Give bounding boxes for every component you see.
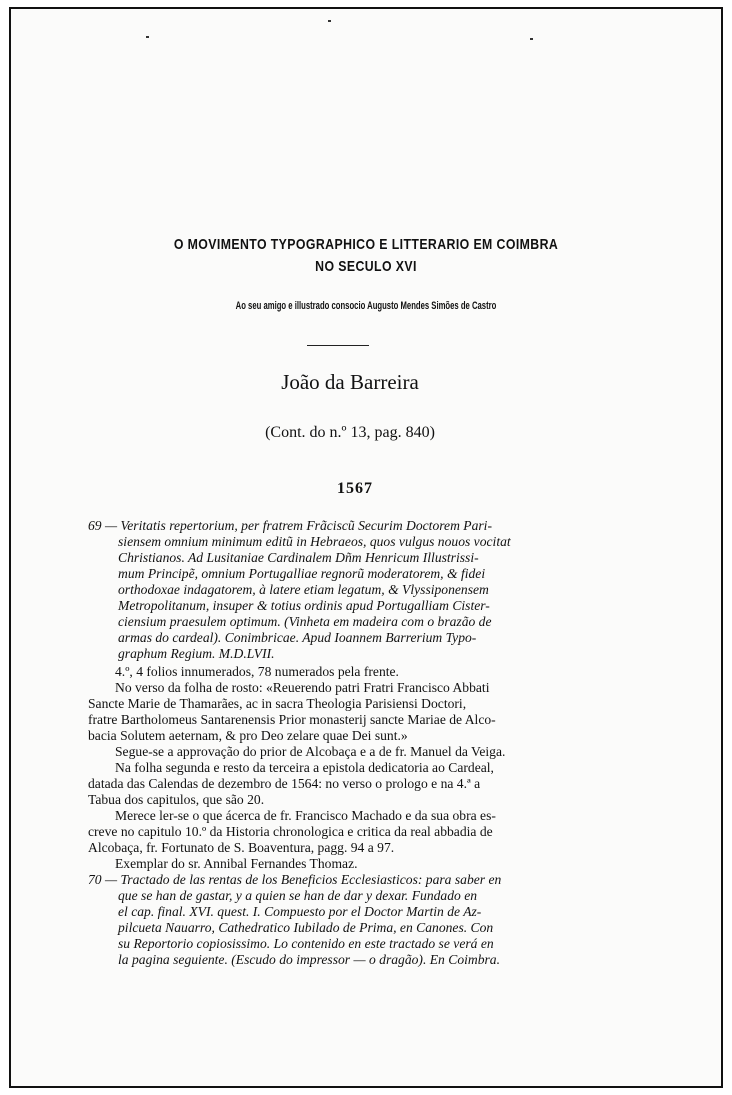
entry-69-line: graphum Regium. M.D.LVII.: [118, 646, 275, 661]
entry-69-line: Metropolitanum, insuper & totius ordinis apud Portugalliam Cister-: [118, 598, 490, 613]
author-name: João da Barreira: [281, 370, 419, 394]
entry-69-line: creve no capitulo 10.º da Historia chronologica e critica da real abbadia de: [88, 824, 493, 839]
year-heading: 1567: [337, 480, 373, 497]
entry-69-line: No verso da folha de rosto: «Reuerendo patri Fratri Francisco Abbati: [115, 680, 490, 695]
entry-69-line: datada das Calendas de dezembro de 1564: no verso o prologo e na 4.ª a: [88, 776, 481, 791]
entry-70-line: la pagina seguiente. (Escudo do impressor — o dragão). En Coimbra.: [118, 952, 500, 967]
entry-70-line: que se han de gastar, y a quien se han de dar y dexar. Fundado en: [118, 888, 478, 903]
entry-70-line: el cap. final. XVI. quest. I. Compuesto por el Doctor Martin de Az-: [118, 904, 482, 919]
entry-69-line: armas do cardeal). Conimbricae. Apud Ioannem Barrerium Typo-: [118, 630, 477, 645]
divider: [307, 345, 369, 346]
entry-69-line: bacia Solutem aeternam, & pro Deo zelare quae Dei sunt.»: [88, 728, 408, 743]
entry-69-line: Sancte Marie de Thamarães, ac in sacra Theologia Parisiensi Doctori,: [88, 696, 467, 711]
continuation-note: (Cont. do n.º 13, pag. 840): [265, 424, 435, 441]
entry-70-line: su Reportorio copiosissimo. Lo contenido en este tractado se verá en: [118, 936, 494, 951]
article-title-line-1: O MOVIMENTO TYPOGRAPHICO E LITTERARIO EM COIMBRA: [173, 236, 559, 253]
entry-69-line: siensem omnium minimum editũ in Hebraeos, quos vulgus nouos vocitat: [118, 534, 511, 549]
entry-70-line: pilcueta Nauarro, Cathedratico Iubilado de Prima, en Canones. Con: [118, 920, 494, 935]
entry-69-line: fratre Bartholomeus Santarenensis Prior monasterij sancte Mariae de Alco-: [88, 712, 496, 727]
ink-speck: [530, 38, 533, 40]
dedication: Ao seu amigo e illustrado consocio Augusto Mendes Simões de Castro: [235, 300, 497, 312]
ink-speck: [146, 36, 149, 38]
entry-69-line: Na folha segunda e resto da terceira a epistola dedicatoria ao Cardeal,: [115, 760, 494, 775]
entry-69-line: Alcobaça, fr. Fortunato de S. Boaventura, pagg. 94 a 97.: [88, 840, 395, 855]
entry-69-line: Segue-se a approvação do prior de Alcobaça e a de fr. Manuel da Veiga.: [115, 744, 506, 759]
entry-69-line: Merece ler-se o que ácerca de fr. Francisco Machado e da sua obra es-: [115, 808, 496, 823]
entry-69-line: 4.º, 4 folios innumerados, 78 numerados pela frente.: [115, 664, 399, 679]
entry-69-line: 69 — Veritatis repertorium, per fratrem Frãciscũ Securim Doctorem Pari-: [88, 518, 492, 533]
entry-69-line: mum Principẽ, omnium Portugalliae regnorũ moderatorem, & fidei: [118, 566, 486, 581]
article-title-line-2: NO SECULO XVI: [315, 258, 417, 275]
entry-69-line: ciensium praesulem optimum. (Vinheta em madeira com o brazão de: [118, 614, 492, 629]
ink-speck: [328, 20, 331, 22]
entry-69-line: Exemplar do sr. Annibal Fernandes Thomaz.: [115, 856, 358, 871]
entry-69-line: Christianos. Ad Lusitaniae Cardinalem Dñm Henricum Illustrissi-: [118, 550, 479, 565]
entry-69-line: orthodoxae indagatorem, à latere etiam legatum, & Vlyssiponensem: [118, 582, 489, 597]
entry-70-line: 70 — Tractado de las rentas de los Beneficios Ecclesiasticos: para saber en: [88, 872, 502, 887]
entry-69-line: Tabua dos capitulos, que são 20.: [88, 792, 265, 807]
